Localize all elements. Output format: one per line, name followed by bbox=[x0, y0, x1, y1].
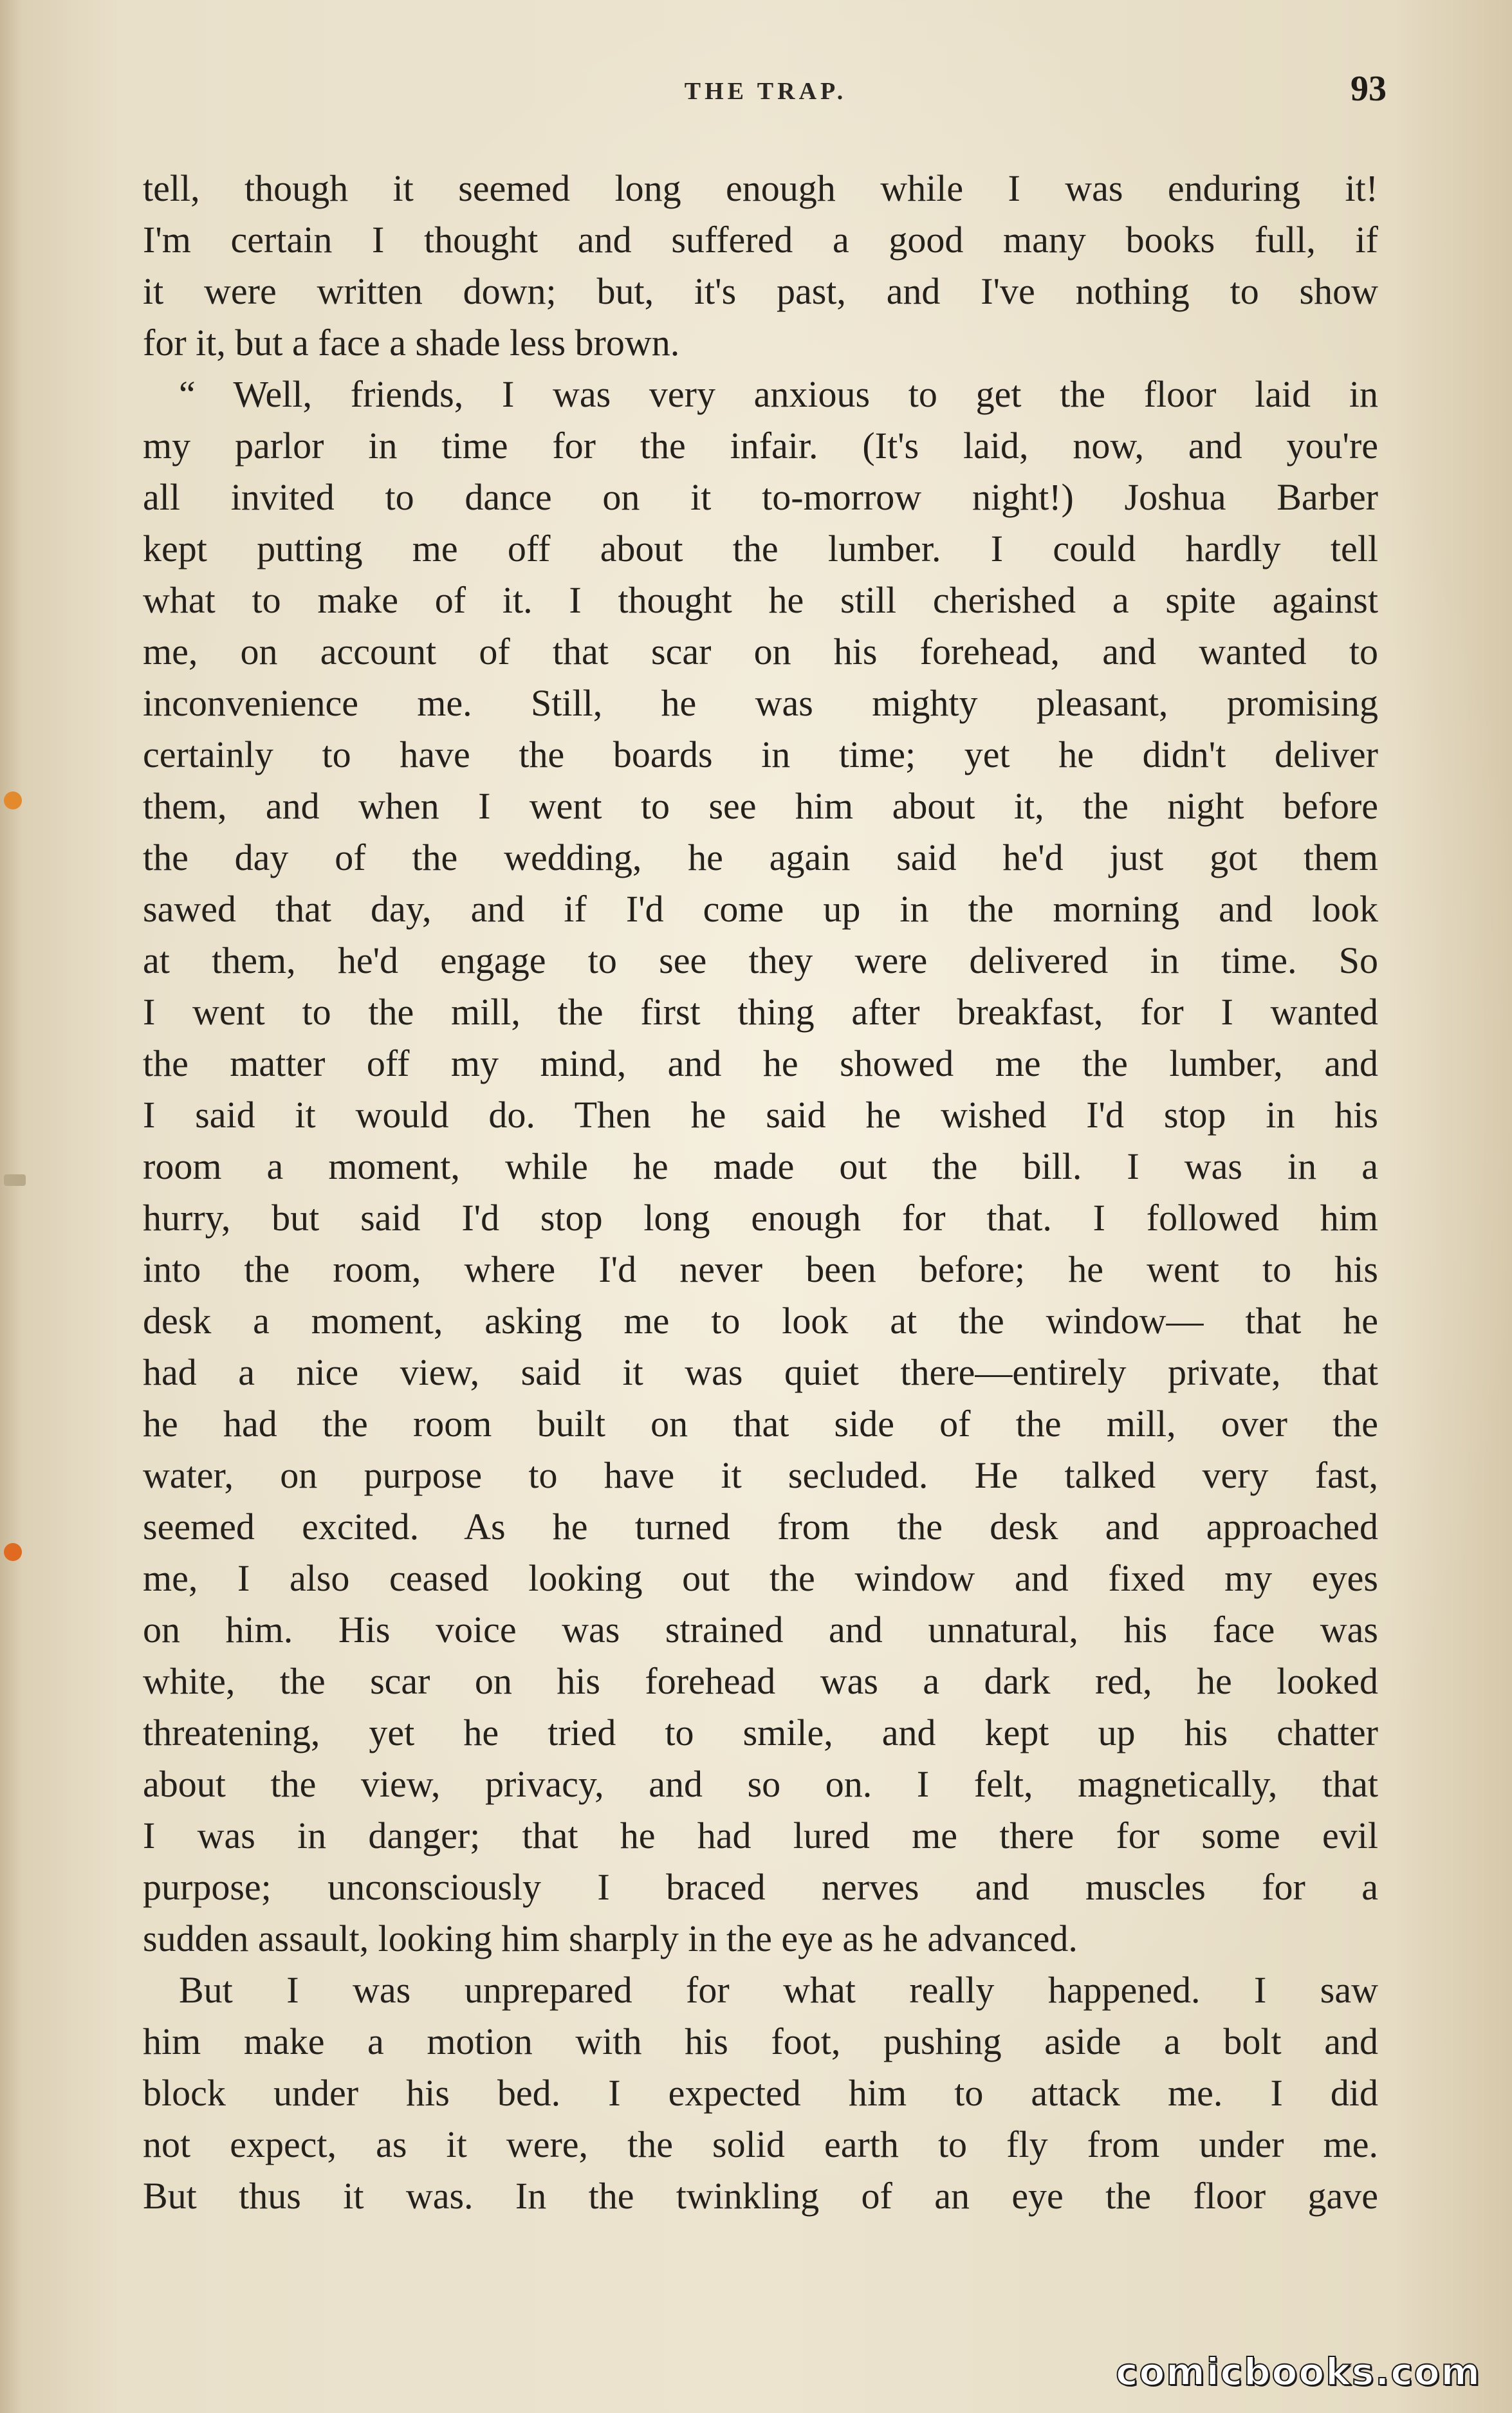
text-line: it were written down; but, it's past, and I've nothing to show bbox=[143, 270, 1378, 312]
text-line: block under his bed. I expected him to attack me. I did bbox=[143, 2072, 1378, 2114]
text-line: But I was unprepared for what really happened. I saw bbox=[179, 1969, 1378, 2011]
text-line: sudden assault, looking him sharply in the eye as he advanced. bbox=[143, 1918, 1078, 1959]
edge-stain-mark bbox=[4, 1543, 22, 1561]
text-line: I'm certain I thought and suffered a good many books full, if bbox=[143, 219, 1378, 261]
text-line: I was in danger; that he had lured me there for some evil bbox=[143, 1815, 1378, 1856]
text-line: for it, but a face a shade less brown. bbox=[143, 322, 680, 364]
text-line: seemed excited. As he turned from the desk and approached bbox=[143, 1506, 1378, 1548]
text-line: I said it would do. Then he said he wished I'd stop in his bbox=[143, 1094, 1378, 1136]
text-line: the matter off my mind, and he showed me the lumber, and bbox=[143, 1042, 1378, 1084]
text-line: threatening, yet he tried to smile, and kept up his chatter bbox=[143, 1712, 1378, 1753]
text-line: all invited to dance on it to-morrow night!) Joshua Barber bbox=[143, 476, 1378, 518]
watermark: comicbooks.com bbox=[1116, 2350, 1481, 2394]
text-line: me, on account of that scar on his forehead, and wanted to bbox=[143, 631, 1378, 672]
text-line: tell, though it seemed long enough while I was enduring it! bbox=[143, 167, 1378, 209]
text-line: into the room, where I'd never been before; he went to his bbox=[143, 1248, 1378, 1290]
text-line: desk a moment, asking me to look at the window— that he bbox=[143, 1300, 1378, 1342]
text-line: certainly to have the boards in time; yet he didn't deliver bbox=[143, 734, 1378, 775]
text-line: my parlor in time for the infair. (It's laid, now, and you're bbox=[143, 425, 1378, 467]
text-line: sawed that day, and if I'd come up in the morning and look bbox=[143, 888, 1378, 930]
text-line: had a nice view, said it was quiet there—entirely private, that bbox=[143, 1351, 1378, 1393]
text-line: about the view, privacy, and so on. I felt, magnetically, that bbox=[143, 1763, 1378, 1805]
page-number: 93 bbox=[1351, 69, 1387, 109]
text-line: room a moment, while he made out the bill. I was in a bbox=[143, 1145, 1378, 1187]
text-line: me, I also ceased looking out the window and fixed my eyes bbox=[143, 1557, 1378, 1599]
text-line: him make a motion with his foot, pushing aside a bolt and bbox=[143, 2020, 1378, 2062]
text-line: white, the scar on his forehead was a dark red, he looked bbox=[143, 1660, 1378, 1702]
text-line: he had the room built on that side of the mill, over the bbox=[143, 1403, 1378, 1445]
text-line: water, on purpose to have it secluded. He talked very fast, bbox=[143, 1454, 1378, 1496]
text-line: kept putting me off about the lumber. I could hardly tell bbox=[143, 528, 1378, 569]
text-line: the day of the wedding, he again said he'd just got them bbox=[143, 837, 1378, 878]
edge-tear-mark bbox=[4, 1174, 26, 1186]
text-line: them, and when I went to see him about it, the night before bbox=[143, 785, 1378, 827]
edge-stain-mark bbox=[4, 791, 22, 809]
text-line: at them, he'd engage to see they were delivered in time. So bbox=[143, 939, 1378, 981]
text-line: I went to the mill, the first thing after breakfast, for I wanted bbox=[143, 991, 1378, 1033]
text-line: purpose; unconsciously I braced nerves and muscles for a bbox=[143, 1866, 1378, 1908]
text-line: “ Well, friends, I was very anxious to get the floor laid in bbox=[179, 373, 1378, 415]
text-line: But thus it was. In the twinkling of an eye the floor gave bbox=[143, 2175, 1378, 2217]
text-line: inconvenience me. Still, he was mighty pleasant, promising bbox=[143, 682, 1378, 724]
text-line: on him. His voice was strained and unnatural, his face was bbox=[143, 1609, 1378, 1650]
page-left-edge-shading bbox=[0, 0, 22, 2413]
text-line: not expect, as it were, the solid earth to fly from under me. bbox=[143, 2123, 1378, 2165]
text-line: what to make of it. I thought he still cherished a spite against bbox=[143, 579, 1378, 621]
page-header bbox=[145, 64, 1387, 122]
body-text bbox=[143, 163, 1378, 2222]
text-line: hurry, but said I'd stop long enough for that. I followed him bbox=[143, 1197, 1378, 1239]
running-head: THE TRAP. bbox=[684, 78, 847, 105]
